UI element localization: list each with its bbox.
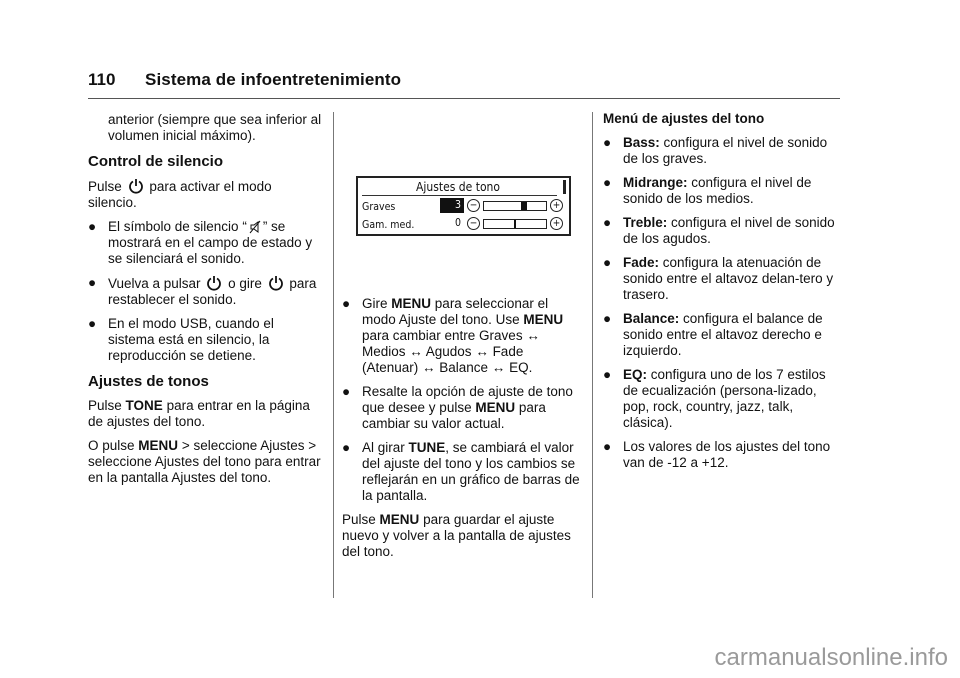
- tone-bullet-2: ● Resalte la opción de ajuste de tono que desee y pulse MENU para cambiar su valor actual.: [342, 384, 573, 431]
- level-track: [483, 219, 547, 229]
- page-number: 110: [88, 70, 116, 89]
- tone-bullet-3: ● Al girar TUNE, se cambiará el valor del ajuste del tono y los cambios se reflejarán en un gráfico de barras de la pantalla.: [342, 440, 580, 503]
- mute-icon: [249, 220, 261, 234]
- minus-icon: −: [467, 199, 480, 212]
- screen-title: Ajustes de tono: [416, 180, 500, 194]
- plus-icon: +: [550, 217, 563, 230]
- bullet-dot: ●: [88, 275, 97, 290]
- bullet-dot: ●: [603, 311, 612, 326]
- screen-row-bass: [362, 198, 562, 214]
- mute-heading: Control de silencio: [88, 153, 224, 170]
- level-track: [483, 201, 547, 211]
- bullet-dot: ●: [603, 215, 612, 230]
- tone-menu-item: ● Fade: configura la atenuación de sonido entre el altavoz delan-tero y trasero.: [603, 255, 834, 302]
- tone-menu-item: ● Balance: configura el balance de sonido entre el altavoz derecho e izquierdo.: [603, 311, 823, 358]
- bullet-dot: ●: [342, 384, 351, 399]
- tone-menu-item: ● Midrange: configura el nivel de sonido de los medios.: [603, 175, 812, 206]
- row-value: 3: [440, 198, 464, 213]
- column-1: [88, 112, 324, 494]
- mute-bullet-2: ● Vuelva a pulsar o gire para restablecer el sonido.: [88, 275, 317, 307]
- mute-bullet-1: ● El símbolo de silencio “ ” se mostrará en el campo de estado y se silenciará el sonido.: [88, 219, 313, 266]
- power-icon: [268, 275, 284, 291]
- mute-paragraph: Pulse para activar el modo silencio.: [88, 179, 272, 210]
- bullet-dot: ●: [603, 367, 612, 382]
- screen-row-midrange: [362, 216, 562, 232]
- section-title: Sistema de infoentretenimiento: [145, 70, 402, 89]
- tone-menu-item: ● EQ: configura uno de los 7 estilos de ecualización (persona-lizado, pop, rock, country, jazz, talk, clásica).: [603, 367, 826, 430]
- tone-settings-screen: [356, 176, 571, 236]
- tone-paragraph-2: O pulse MENU > seleccione Ajustes > seleccione Ajustes del tono para entrar en la pantalla Ajustes del tono.: [88, 438, 321, 485]
- scroll-indicator: [563, 180, 566, 194]
- tone-bullet-1: ● Gire MENU para seleccionar el modo Ajuste del tono. Use MENU para cambiar entre Graves ↔ Medios ↔ Agudos ↔ Fade (Atenuar) ↔ Balance ↔ EQ.: [342, 296, 564, 375]
- tone-menu-heading: Menú de ajustes del tono: [603, 111, 765, 126]
- column-divider-1: [333, 112, 334, 598]
- row-label: Gam. med.: [362, 219, 415, 231]
- power-icon: [128, 178, 144, 194]
- page-header: [88, 70, 840, 100]
- save-paragraph: Pulse MENU para guardar el ajuste nuevo y volver a la pantalla de ajustes del tono.: [342, 512, 571, 559]
- bullet-dot: ●: [342, 296, 351, 311]
- row-value: 0: [454, 217, 461, 229]
- row-label: Graves: [362, 201, 396, 213]
- tone-paragraph-1: Pulse TONE para entrar en la página de ajustes del tono.: [88, 398, 310, 429]
- tone-range-note: ● Los valores de los ajustes del tono van de -12 a +12.: [603, 439, 831, 470]
- minus-icon: −: [467, 217, 480, 230]
- bullet-dot: ●: [603, 135, 612, 150]
- plus-icon: +: [550, 199, 563, 212]
- column-3: [603, 111, 841, 479]
- power-icon: [206, 275, 222, 291]
- bullet-dot: ●: [603, 439, 612, 454]
- bullet-dot: ●: [88, 219, 97, 234]
- continued-paragraph: anterior (siempre que sea inferior al volumen inicial máximo).: [108, 112, 322, 143]
- tone-heading: Ajustes de tonos: [88, 373, 209, 390]
- column-divider-2: [592, 112, 593, 598]
- bullet-dot: ●: [603, 255, 612, 270]
- column-2: [342, 112, 580, 568]
- bullet-dot: ●: [88, 316, 97, 331]
- level-knob: [514, 220, 516, 228]
- screen-title-rule: [362, 195, 557, 196]
- level-knob: [521, 202, 527, 210]
- bullet-dot: ●: [603, 175, 612, 190]
- bullet-dot: ●: [342, 440, 351, 455]
- tone-menu-item: ● Bass: configura el nivel de sonido de los graves.: [603, 135, 828, 166]
- watermark: carmanualsonline.info: [714, 644, 948, 671]
- tone-menu-item: ● Treble: configura el nivel de sonido de los agudos.: [603, 215, 835, 246]
- header-rule: [88, 98, 840, 99]
- mute-bullet-3: ● En el modo USB, cuando el sistema está en silencio, la reproducción se detiene.: [88, 316, 274, 363]
